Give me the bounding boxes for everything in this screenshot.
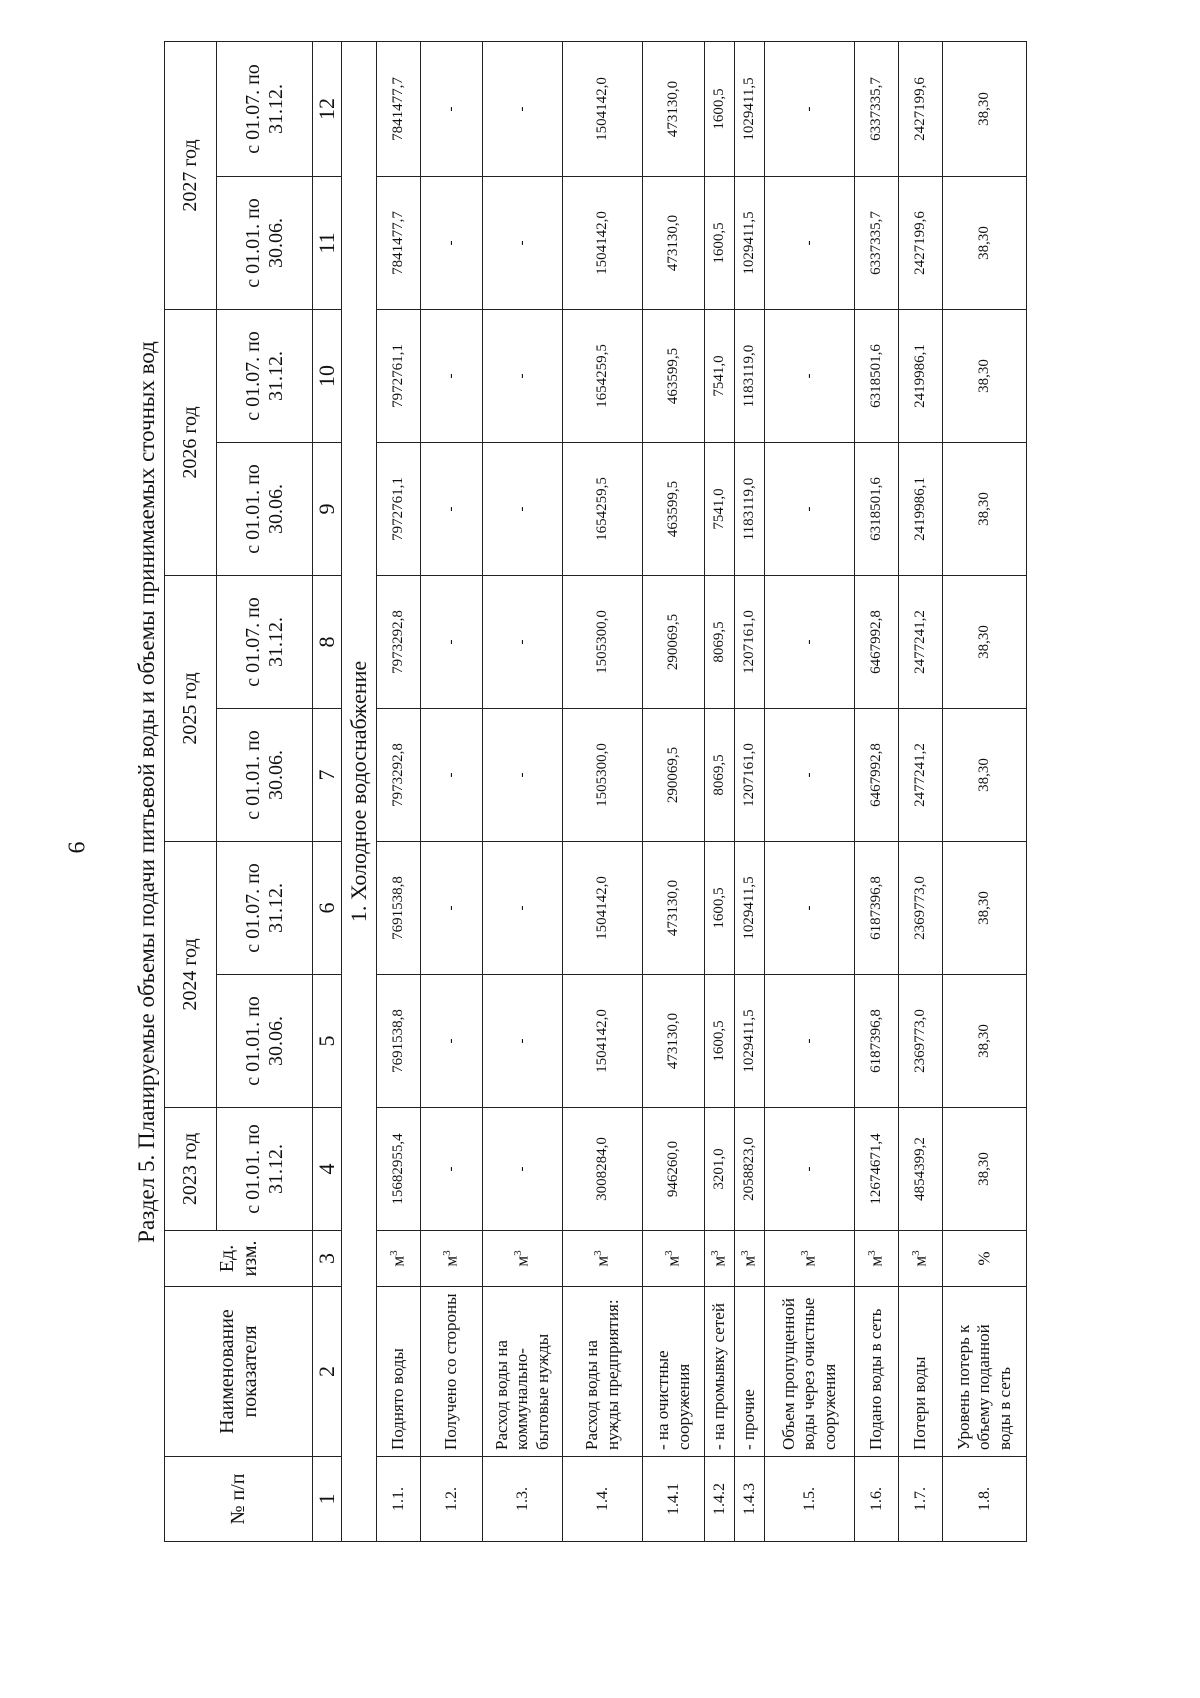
- row-name: Получено со стороны: [421, 1287, 483, 1457]
- value-cell: 1183119,0: [735, 310, 765, 443]
- row-name: Поднято воды: [377, 1287, 421, 1457]
- value-cell: 7972761,1: [377, 310, 421, 443]
- value-cell: -: [765, 1108, 855, 1231]
- value-cell: 1504142,0: [563, 975, 643, 1108]
- value-cell: -: [421, 310, 483, 443]
- row-number: 1.2.: [421, 1457, 483, 1542]
- header-period: с 01.07. по 31.12.: [217, 842, 313, 975]
- row-unit: [855, 1231, 899, 1287]
- unit-superscript: 3: [512, 1250, 525, 1256]
- header-period: с 01.01. по 30.06.: [217, 975, 313, 1108]
- value-cell: 1504142,0: [563, 42, 643, 177]
- column-index: 4: [313, 1108, 342, 1231]
- value-cell: 946260,0: [643, 1108, 705, 1231]
- header-unit: Ед. изм.: [165, 1231, 313, 1287]
- value-cell: 463599,5: [643, 310, 705, 443]
- unit-text: м: [709, 1255, 729, 1267]
- section-title: Раздел 5. Планируемые объемы подачи питьевой воды и объемы принимаемых сточных вод: [134, 341, 159, 1243]
- unit-text: м: [388, 1255, 408, 1267]
- table-row: [643, 42, 705, 1542]
- column-index: 6: [313, 842, 342, 975]
- value-cell: 1600,5: [705, 842, 735, 975]
- value-cell: -: [421, 709, 483, 842]
- value-cell: 7841477,7: [377, 42, 421, 177]
- row-number: 1.4.1: [643, 1457, 705, 1542]
- row-name: Объем пропущенной воды через очистные сооружения: [765, 1287, 855, 1457]
- row-name: Уровень потерь к объему поданной воды в сеть: [943, 1287, 1027, 1457]
- unit-text: м: [799, 1255, 819, 1267]
- value-cell: 1029411,5: [735, 42, 765, 177]
- value-cell: 12674671,4: [855, 1108, 899, 1231]
- value-cell: 4854399,2: [899, 1108, 943, 1231]
- unit-text: м: [910, 1255, 930, 1267]
- value-cell: 2477241,2: [899, 709, 943, 842]
- value-cell: 8069,5: [705, 709, 735, 842]
- table-row: [421, 42, 483, 1542]
- header-num: № п/п: [165, 1457, 313, 1542]
- value-cell: -: [483, 1108, 563, 1231]
- section-row: [342, 42, 377, 1542]
- value-cell: 1654259,5: [563, 310, 643, 443]
- row-unit: [483, 1231, 563, 1287]
- row-number: 1.8.: [943, 1457, 1027, 1542]
- value-cell: 290069,5: [643, 576, 705, 709]
- unit-superscript: 3: [866, 1250, 879, 1256]
- header-period: с 01.01. по 30.06.: [217, 177, 313, 310]
- value-cell: 2419986,1: [899, 310, 943, 443]
- value-cell: 2058823,0: [735, 1108, 765, 1231]
- value-cell: 7973292,8: [377, 709, 421, 842]
- row-unit: [735, 1231, 765, 1287]
- table-row: [765, 42, 855, 1542]
- column-index: 9: [313, 443, 342, 576]
- value-cell: 6187396,8: [855, 975, 899, 1108]
- table-row: [899, 42, 943, 1542]
- table-row: [483, 42, 563, 1542]
- value-cell: 2369773,0: [899, 842, 943, 975]
- value-cell: 7972761,1: [377, 443, 421, 576]
- row-name: - прочие: [735, 1287, 765, 1457]
- value-cell: -: [421, 443, 483, 576]
- column-index: 3: [313, 1231, 342, 1287]
- value-cell: 3201,0: [705, 1108, 735, 1231]
- value-cell: -: [421, 177, 483, 310]
- header-period: с 01.07. по 31.12.: [217, 310, 313, 443]
- unit-text: %: [974, 1251, 994, 1266]
- row-number: 1.4.2: [705, 1457, 735, 1542]
- row-name: Подано воды в сеть: [855, 1287, 899, 1457]
- header-year-2023: 2023 год: [165, 1108, 217, 1231]
- value-cell: 38,30: [943, 42, 1027, 177]
- header-period: с 01.07. по 31.12.: [217, 576, 313, 709]
- value-cell: -: [765, 576, 855, 709]
- value-cell: -: [483, 842, 563, 975]
- header-period: с 01.07. по 31.12.: [217, 42, 313, 177]
- unit-text: м: [512, 1255, 532, 1267]
- value-cell: 2419986,1: [899, 443, 943, 576]
- value-cell: 38,30: [943, 842, 1027, 975]
- value-cell: 7541,0: [705, 310, 735, 443]
- column-index-row: [313, 42, 342, 1542]
- value-cell: 6467992,8: [855, 709, 899, 842]
- value-cell: 38,30: [943, 177, 1027, 310]
- column-index: 5: [313, 975, 342, 1108]
- header-year-2025: 2025 год: [165, 576, 217, 842]
- table-row: [377, 42, 421, 1542]
- unit-text: м: [592, 1255, 612, 1267]
- column-index: 2: [313, 1287, 342, 1457]
- value-cell: 1600,5: [705, 42, 735, 177]
- value-cell: 6318501,6: [855, 310, 899, 443]
- row-unit: [765, 1231, 855, 1287]
- value-cell: 1029411,5: [735, 842, 765, 975]
- column-index: 10: [313, 310, 342, 443]
- row-unit: [563, 1231, 643, 1287]
- value-cell: 1600,5: [705, 177, 735, 310]
- value-cell: 2477241,2: [899, 576, 943, 709]
- value-cell: 2427199,6: [899, 177, 943, 310]
- row-unit: [899, 1231, 943, 1287]
- value-cell: 6337335,7: [855, 42, 899, 177]
- unit-superscript: 3: [388, 1250, 401, 1256]
- table-row: [563, 42, 643, 1542]
- unit-superscript: 3: [441, 1250, 454, 1256]
- value-cell: -: [421, 975, 483, 1108]
- value-cell: 38,30: [943, 709, 1027, 842]
- section-cold-water: 1. Холодное водоснабжение: [342, 42, 377, 1542]
- value-cell: -: [421, 842, 483, 975]
- value-cell: 38,30: [943, 310, 1027, 443]
- value-cell: 6467992,8: [855, 576, 899, 709]
- value-cell: 7691538,8: [377, 975, 421, 1108]
- value-cell: 473130,0: [643, 842, 705, 975]
- column-index: 11: [313, 177, 342, 310]
- value-cell: 6318501,6: [855, 443, 899, 576]
- row-number: 1.3.: [483, 1457, 563, 1542]
- row-unit: [705, 1231, 735, 1287]
- value-cell: 1505300,0: [563, 576, 643, 709]
- value-cell: -: [765, 42, 855, 177]
- table-row: [855, 42, 899, 1542]
- value-cell: 1505300,0: [563, 709, 643, 842]
- value-cell: 2427199,6: [899, 42, 943, 177]
- row-name: Потери воды: [899, 1287, 943, 1457]
- header-year-2026: 2026 год: [165, 310, 217, 576]
- value-cell: -: [483, 975, 563, 1108]
- row-name: Расход воды на коммунально-бытовые нужды: [483, 1287, 563, 1457]
- value-cell: -: [483, 443, 563, 576]
- value-cell: -: [765, 177, 855, 310]
- value-cell: -: [421, 576, 483, 709]
- row-number: 1.4.3: [735, 1457, 765, 1542]
- value-cell: 290069,5: [643, 709, 705, 842]
- row-name: Расход воды на нужды предприятия:: [563, 1287, 643, 1457]
- value-cell: 7691538,8: [377, 842, 421, 975]
- value-cell: 463599,5: [643, 443, 705, 576]
- row-number: 1.7.: [899, 1457, 943, 1542]
- value-cell: 3008284,0: [563, 1108, 643, 1231]
- header-name: Наименование показателя: [165, 1287, 313, 1457]
- value-cell: -: [483, 709, 563, 842]
- value-cell: 1654259,5: [563, 443, 643, 576]
- value-cell: -: [483, 177, 563, 310]
- unit-text: м: [441, 1255, 461, 1267]
- unit-superscript: 3: [739, 1250, 752, 1256]
- unit-text: м: [866, 1255, 886, 1267]
- value-cell: 473130,0: [643, 975, 705, 1108]
- column-index: 7: [313, 709, 342, 842]
- unit-text: м: [663, 1255, 683, 1267]
- unit-superscript: 3: [799, 1250, 812, 1256]
- value-cell: 1029411,5: [735, 975, 765, 1108]
- value-cell: -: [765, 709, 855, 842]
- row-unit: [943, 1231, 1027, 1287]
- unit-text: м: [739, 1255, 759, 1267]
- value-cell: 38,30: [943, 975, 1027, 1108]
- value-cell: 38,30: [943, 576, 1027, 709]
- header-period: с 01.01. по 31.12.: [217, 1108, 313, 1231]
- row-unit: [421, 1231, 483, 1287]
- row-unit: [377, 1231, 421, 1287]
- value-cell: 7973292,8: [377, 576, 421, 709]
- unit-superscript: 3: [663, 1250, 676, 1256]
- row-number: 1.1.: [377, 1457, 421, 1542]
- page-number: 6: [64, 841, 91, 854]
- value-cell: 1504142,0: [563, 177, 643, 310]
- value-cell: 7541,0: [705, 443, 735, 576]
- value-cell: 2369773,0: [899, 975, 943, 1108]
- unit-superscript: 3: [709, 1250, 722, 1256]
- value-cell: -: [765, 443, 855, 576]
- header-year-2027: 2027 год: [165, 42, 217, 310]
- value-cell: -: [483, 576, 563, 709]
- row-number: 1.4.: [563, 1457, 643, 1542]
- unit-superscript: 3: [592, 1250, 605, 1256]
- water-volumes-table: [164, 41, 1027, 1542]
- table-row: [705, 42, 735, 1542]
- header-period: с 01.01. по 30.06.: [217, 443, 313, 576]
- row-number: 1.5.: [765, 1457, 855, 1542]
- row-name: - на промывку сетей: [705, 1287, 735, 1457]
- value-cell: 1207161,0: [735, 709, 765, 842]
- header-year-2024: 2024 год: [165, 842, 217, 1108]
- value-cell: -: [421, 42, 483, 177]
- value-cell: 1183119,0: [735, 443, 765, 576]
- value-cell: 473130,0: [643, 42, 705, 177]
- value-cell: 1504142,0: [563, 842, 643, 975]
- column-index: 8: [313, 576, 342, 709]
- value-cell: 8069,5: [705, 576, 735, 709]
- value-cell: -: [765, 975, 855, 1108]
- value-cell: 473130,0: [643, 177, 705, 310]
- value-cell: -: [765, 842, 855, 975]
- table-row: [943, 42, 1027, 1542]
- rotated-page-content: [130, 42, 1050, 1542]
- table-row: [735, 42, 765, 1542]
- value-cell: 1600,5: [705, 975, 735, 1108]
- value-cell: -: [483, 42, 563, 177]
- value-cell: -: [765, 310, 855, 443]
- value-cell: 38,30: [943, 443, 1027, 576]
- value-cell: 15682955,4: [377, 1108, 421, 1231]
- column-index: 1: [313, 1457, 342, 1542]
- row-number: 1.6.: [855, 1457, 899, 1542]
- value-cell: 1029411,5: [735, 177, 765, 310]
- value-cell: -: [421, 1108, 483, 1231]
- value-cell: 1207161,0: [735, 576, 765, 709]
- value-cell: 38,30: [943, 1108, 1027, 1231]
- unit-superscript: 3: [910, 1250, 923, 1256]
- value-cell: 7841477,7: [377, 177, 421, 310]
- column-index: 12: [313, 42, 342, 177]
- value-cell: 6187396,8: [855, 842, 899, 975]
- value-cell: 6337335,7: [855, 177, 899, 310]
- row-unit: [643, 1231, 705, 1287]
- value-cell: -: [483, 310, 563, 443]
- row-name: - на очистные сооружения: [643, 1287, 705, 1457]
- header-period: с 01.01. по 30.06.: [217, 709, 313, 842]
